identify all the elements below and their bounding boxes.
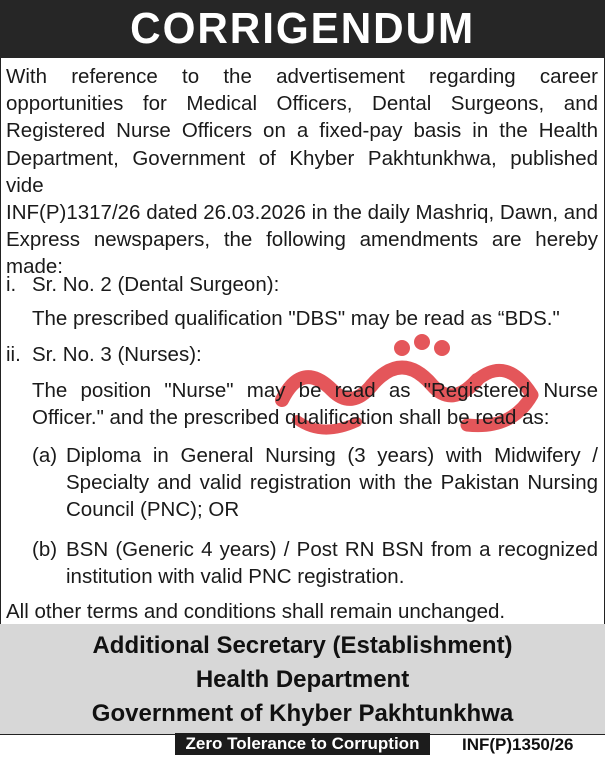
intro-paragraph bbox=[6, 63, 598, 281]
amendment-2-text: The position "Nurse" may be read as "Registered Nurse bbox=[32, 379, 598, 402]
amendment-1-heading: Sr. No. 2 (Dental Surgeon): bbox=[32, 273, 280, 296]
intro-line: made: bbox=[6, 255, 63, 279]
header-banner bbox=[0, 0, 605, 58]
closing-statement: All other terms and conditions shall remain unchanged. bbox=[6, 600, 506, 623]
intro-line: opportunities for Medical Officers, Dental Surgeons, and bbox=[6, 92, 598, 116]
sub-item-a-text: Diploma in General Nursing (3 years) with Midwifery / bbox=[66, 444, 598, 467]
signatory-government: Government of Khyber Pakhtunkhwa bbox=[91, 700, 514, 727]
amendment-1-marker: i. bbox=[6, 273, 17, 296]
slogan-badge: Zero Tolerance to Corruption bbox=[175, 733, 430, 755]
signatory-block bbox=[0, 624, 605, 734]
sub-item-a-text: Specialty and valid registration with the Pakistan Nursing bbox=[66, 471, 598, 494]
reference-number: INF(P)1350/26 bbox=[462, 735, 574, 754]
intro-line: INF(P)1317/26 dated 26.03.2026 in the daily Mashriq, Dawn, and bbox=[6, 201, 598, 225]
sub-item-b-text: institution with valid PNC registration. bbox=[66, 565, 405, 588]
amendment-2-marker: ii. bbox=[6, 343, 21, 366]
amendment-1-text: The prescribed qualification "DBS" may be read as “BDS." bbox=[32, 307, 560, 330]
signatory-department: Health Department bbox=[195, 666, 410, 693]
page-title: CORRIGENDUM bbox=[130, 4, 475, 53]
amendment-2-text: Officer." and the prescribed qualification shall be read as: bbox=[32, 406, 550, 429]
amendment-2-heading: Sr. No. 3 (Nurses): bbox=[32, 343, 202, 366]
intro-line: Express newspapers, the following amendments are hereby bbox=[6, 228, 598, 252]
intro-line: With reference to the advertisement regarding career bbox=[6, 65, 598, 88]
signatory-title: Additional Secretary (Establishment) bbox=[92, 632, 513, 659]
intro-line: Registered Nurse Officers on a fixed-pay basis in the Health bbox=[6, 119, 598, 143]
sub-item-a-marker: (a) bbox=[32, 444, 58, 467]
sub-item-b-text: BSN (Generic 4 years) / Post RN BSN from a recognized bbox=[66, 538, 598, 561]
sub-item-b-marker: (b) bbox=[32, 538, 58, 561]
intro-line: Department, Government of Khyber Pakhtunkhwa, published vide bbox=[6, 146, 598, 197]
sub-item-a-text: Council (PNC); OR bbox=[66, 498, 240, 521]
